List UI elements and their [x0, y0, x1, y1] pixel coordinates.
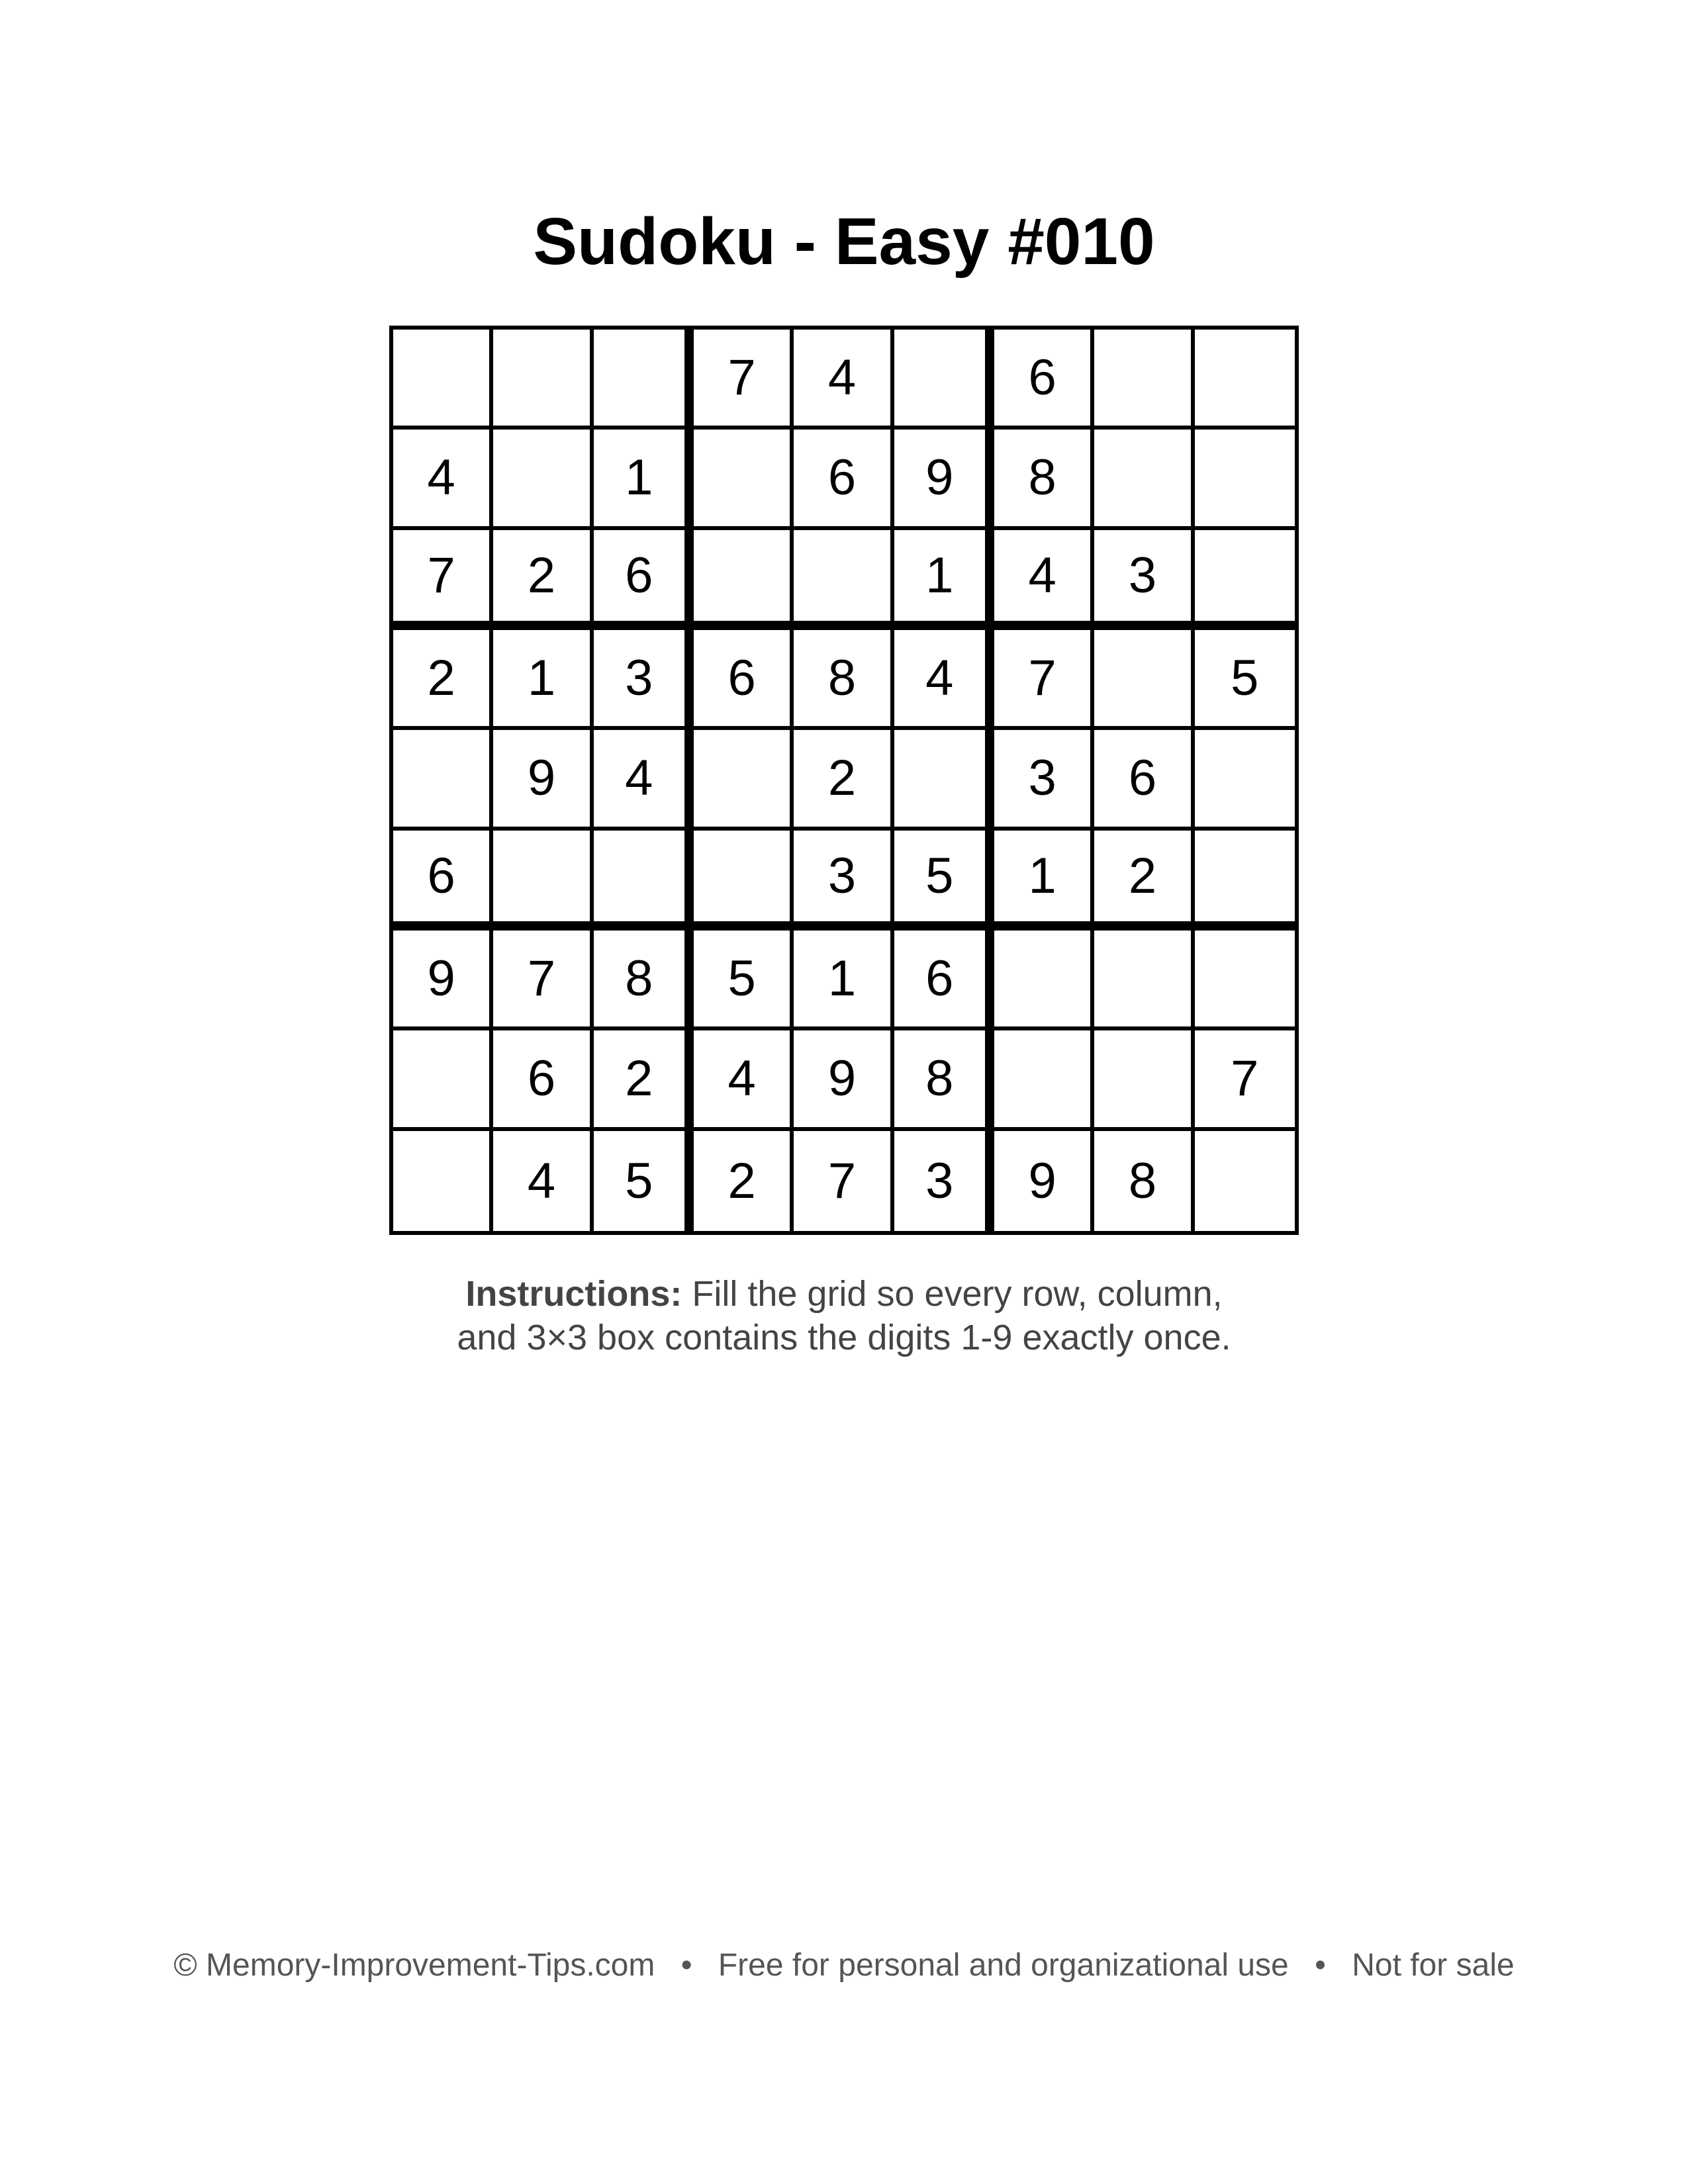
sudoku-cell-empty[interactable] — [694, 730, 794, 830]
page-title: Sudoku - Easy #010 — [533, 205, 1155, 279]
sudoku-cell-empty[interactable] — [493, 330, 593, 430]
sudoku-cell-empty[interactable] — [393, 330, 493, 430]
sudoku-cell-given: 2 — [794, 730, 894, 830]
sudoku-cell-given: 8 — [794, 630, 894, 730]
instructions-line-1 — [0, 1272, 1688, 1316]
sudoku-cell-given: 4 — [994, 530, 1094, 630]
sudoku-cell-given: 2 — [594, 1030, 694, 1130]
sudoku-cell-empty[interactable] — [1195, 931, 1295, 1030]
sudoku-cell-empty[interactable] — [994, 931, 1094, 1030]
sudoku-cell-given: 3 — [1094, 530, 1194, 630]
instructions-lead: Instructions: — [465, 1274, 682, 1314]
sudoku-cell-given: 7 — [994, 630, 1094, 730]
sudoku-cell-given: 5 — [694, 931, 794, 1030]
sudoku-cell-given: 7 — [694, 330, 794, 430]
sudoku-cell-given: 8 — [894, 1030, 994, 1130]
sudoku-cell-given: 5 — [1195, 630, 1295, 730]
instructions-text-1: Fill the grid so every row, column, — [692, 1274, 1223, 1314]
sudoku-cell-empty[interactable] — [1094, 630, 1194, 730]
sudoku-cell-empty[interactable] — [1094, 931, 1194, 1030]
footer-separator: • — [1315, 1948, 1326, 1983]
footer-separator: • — [680, 1948, 692, 1983]
sudoku-cell-empty[interactable] — [994, 1030, 1094, 1130]
sudoku-cell-given: 9 — [894, 430, 994, 529]
sudoku-cell-given: 1 — [594, 430, 694, 529]
sudoku-cell-given: 1 — [994, 831, 1094, 931]
sudoku-cell-given: 3 — [894, 1131, 994, 1231]
sudoku-cell-empty[interactable] — [1195, 330, 1295, 430]
sudoku-cell-empty[interactable] — [393, 1131, 493, 1231]
sudoku-cell-given: 5 — [594, 1131, 694, 1231]
sudoku-cell-given: 2 — [493, 530, 593, 630]
sudoku-cell-given: 9 — [994, 1131, 1094, 1231]
sudoku-cell-given: 7 — [393, 530, 493, 630]
sudoku-cell-given: 6 — [794, 430, 894, 529]
sudoku-cell-given: 2 — [694, 1131, 794, 1231]
sudoku-cell-given: 8 — [994, 430, 1094, 529]
sudoku-cell-given: 5 — [894, 831, 994, 931]
sudoku-cell-empty[interactable] — [594, 330, 694, 430]
sudoku-cell-given: 4 — [794, 330, 894, 430]
sudoku-cell-empty[interactable] — [1195, 831, 1295, 931]
sudoku-cell-given: 1 — [794, 931, 894, 1030]
sudoku-cell-given: 3 — [994, 730, 1094, 830]
sudoku-cell-empty[interactable] — [1195, 530, 1295, 630]
footer — [0, 1946, 1688, 1985]
instructions-line-2: and 3×3 box contains the digits 1-9 exactly once. — [457, 1318, 1231, 1357]
sudoku-cell-given: 4 — [694, 1030, 794, 1130]
sudoku-cell-given: 6 — [1094, 730, 1194, 830]
sudoku-cell-empty[interactable] — [393, 730, 493, 830]
sudoku-cell-given: 6 — [994, 330, 1094, 430]
sudoku-cell-given: 9 — [393, 931, 493, 1030]
sudoku-cell-empty[interactable] — [894, 730, 994, 830]
sudoku-cell-empty[interactable] — [493, 430, 593, 529]
sudoku-cell-given: 7 — [794, 1131, 894, 1231]
sudoku-grid — [389, 326, 1299, 1235]
footer-not-for-sale: Not for sale — [1352, 1948, 1515, 1983]
sudoku-cell-given: 4 — [493, 1131, 593, 1231]
sudoku-cell-given: 1 — [493, 630, 593, 730]
sudoku-cell-given: 6 — [594, 530, 694, 630]
sudoku-cell-given: 2 — [1094, 831, 1194, 931]
sudoku-cell-given: 9 — [794, 1030, 894, 1130]
sudoku-cell-given: 3 — [594, 630, 694, 730]
sudoku-cell-given: 6 — [894, 931, 994, 1030]
sudoku-cell-empty[interactable] — [393, 1030, 493, 1130]
sudoku-cell-given: 4 — [894, 630, 994, 730]
footer-copyright: © Memory-Improvement-Tips.com — [173, 1948, 655, 1983]
sudoku-cell-empty[interactable] — [594, 831, 694, 931]
sudoku-cell-given: 9 — [493, 730, 593, 830]
sudoku-cell-given: 3 — [794, 831, 894, 931]
sudoku-cell-empty[interactable] — [1195, 430, 1295, 529]
sudoku-cell-empty[interactable] — [1195, 730, 1295, 830]
sudoku-cell-empty[interactable] — [694, 430, 794, 529]
sudoku-cell-empty[interactable] — [1195, 1131, 1295, 1231]
sudoku-cell-given: 6 — [493, 1030, 593, 1130]
sudoku-cell-given: 8 — [594, 931, 694, 1030]
sudoku-cell-given: 4 — [594, 730, 694, 830]
sudoku-cell-given: 1 — [894, 530, 994, 630]
instructions — [0, 1272, 1688, 1359]
sudoku-cell-empty[interactable] — [694, 530, 794, 630]
sudoku-cell-empty[interactable] — [794, 530, 894, 630]
sudoku-cell-given: 7 — [1195, 1030, 1295, 1130]
sudoku-cell-empty[interactable] — [1094, 430, 1194, 529]
footer-usage: Free for personal and organizational use — [718, 1948, 1289, 1983]
sudoku-cell-given: 6 — [694, 630, 794, 730]
sudoku-cell-given: 4 — [393, 430, 493, 529]
sudoku-cell-given: 2 — [393, 630, 493, 730]
sudoku-cell-empty[interactable] — [694, 831, 794, 931]
sudoku-cell-given: 7 — [493, 931, 593, 1030]
sudoku-cell-given: 6 — [393, 831, 493, 931]
sudoku-cell-empty[interactable] — [894, 330, 994, 430]
sudoku-cell-empty[interactable] — [1094, 330, 1194, 430]
sudoku-cell-given: 8 — [1094, 1131, 1194, 1231]
sudoku-cell-empty[interactable] — [493, 831, 593, 931]
sudoku-cell-empty[interactable] — [1094, 1030, 1194, 1130]
